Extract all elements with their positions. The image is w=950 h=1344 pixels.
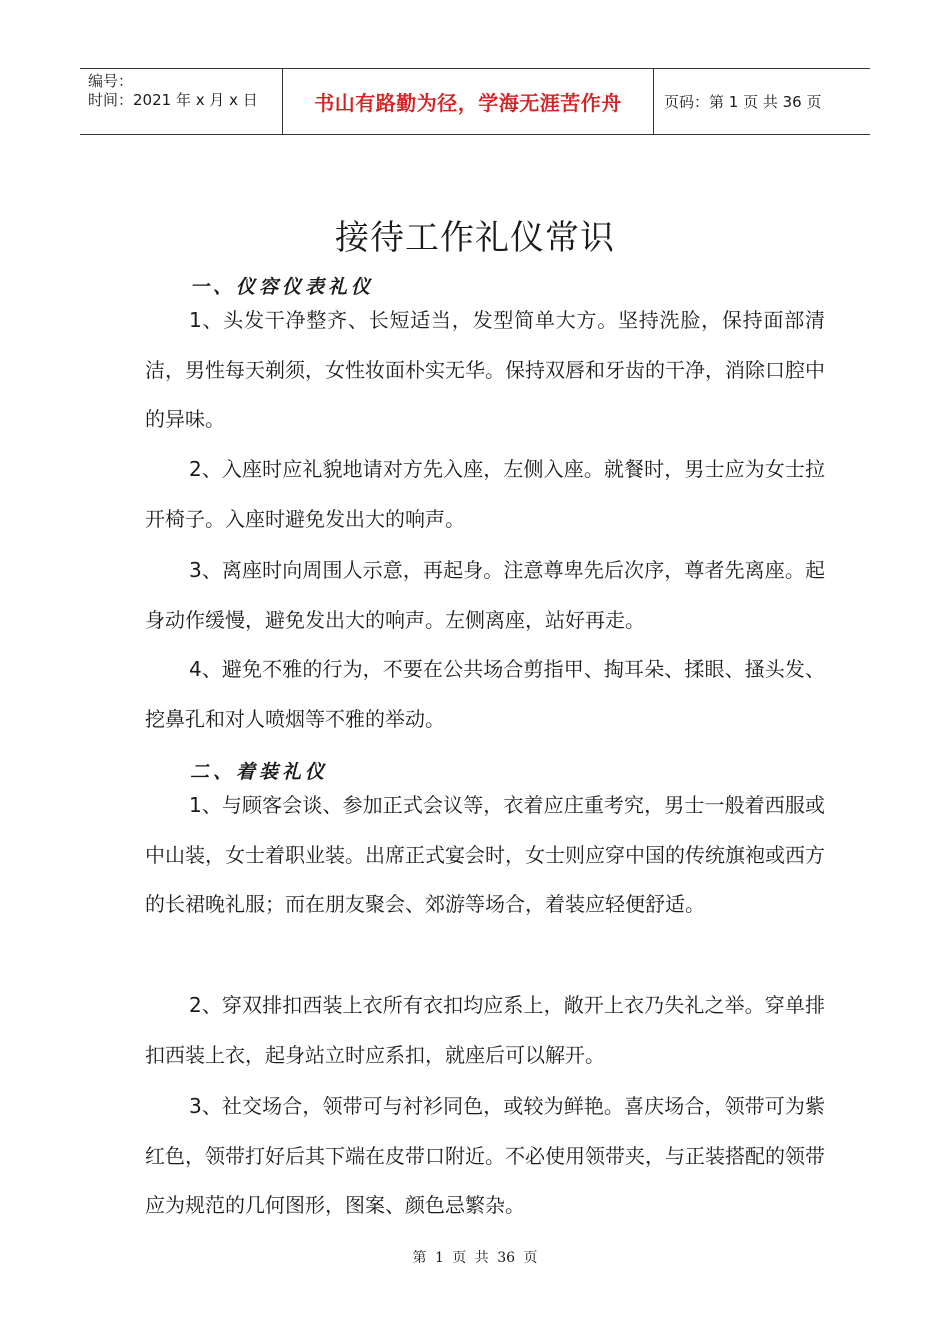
paragraph-1-2: 2、入座时应礼貌地请对方先入座，左侧入座。就餐时，男士应为女士拉开椅子。入座时避免发出大的响声。 bbox=[145, 457, 825, 531]
paragraph-2-2: 2、穿双排扣西装上衣所有衣扣均应系上，敞开上衣乃失礼之举。穿单排扣西装上衣，起身站立时应系扣，就座后可以解开。 bbox=[145, 993, 825, 1067]
page-footer: 第 1 页 共 36 页 bbox=[412, 1250, 538, 1266]
header-page-label: 页码：第 1 页 共 36 页 bbox=[664, 93, 822, 111]
number-label: 编号： bbox=[88, 72, 134, 90]
paragraph-1-1: 1、头发干净整齐、长短适当，发型简单大方。坚持洗脸，保持面部清洁，男性每天剃须，女性妆面朴实无华。保持双唇和牙齿的干净，消除口腔中的异味。 bbox=[145, 308, 825, 431]
time-label: 时间：2021 年 x 月 x 日 bbox=[88, 91, 258, 109]
header-meta bbox=[80, 69, 282, 134]
section-heading-1: 一、仪容仪表礼仪 bbox=[190, 276, 375, 298]
header-motto: 书山有路勤为径，学海无涯苦作舟 bbox=[282, 69, 654, 134]
paragraph-1-4: 4、避免不雅的行为，不要在公共场合剪指甲、掏耳朵、揉眼、搔头发、挖鼻孔和对人喷烟等不雅的举动。 bbox=[145, 657, 825, 731]
document-title: 接待工作礼仪常识 bbox=[335, 218, 615, 258]
paragraph-1-3: 3、离座时向周围人示意，再起身。注意尊卑先后次序，尊者先离座。起身动作缓慢，避免发出大的响声。左侧离座，站好再走。 bbox=[145, 558, 825, 632]
paragraph-2-1: 1、与顾客会谈、参加正式会议等，衣着应庄重考究，男士一般着西服或中山装，女士着职业装。出席正式宴会时，女士则应穿中国的传统旗袍或西方的长裙晚礼服；而在朋友聚会、郊游等场合，着装应轻便舒适。 bbox=[145, 793, 825, 916]
document-header bbox=[80, 68, 870, 135]
section-heading-2: 二、着装礼仪 bbox=[190, 761, 329, 783]
paragraph-2-3: 3、社交场合，领带可与衬衫同色，或较为鲜艳。喜庆场合，领带可为紫红色，领带打好后其下端在皮带口附近。不必使用领带夹，与正装搭配的领带应为规范的几何图形，图案、颜色忌繁杂。 bbox=[145, 1094, 825, 1217]
